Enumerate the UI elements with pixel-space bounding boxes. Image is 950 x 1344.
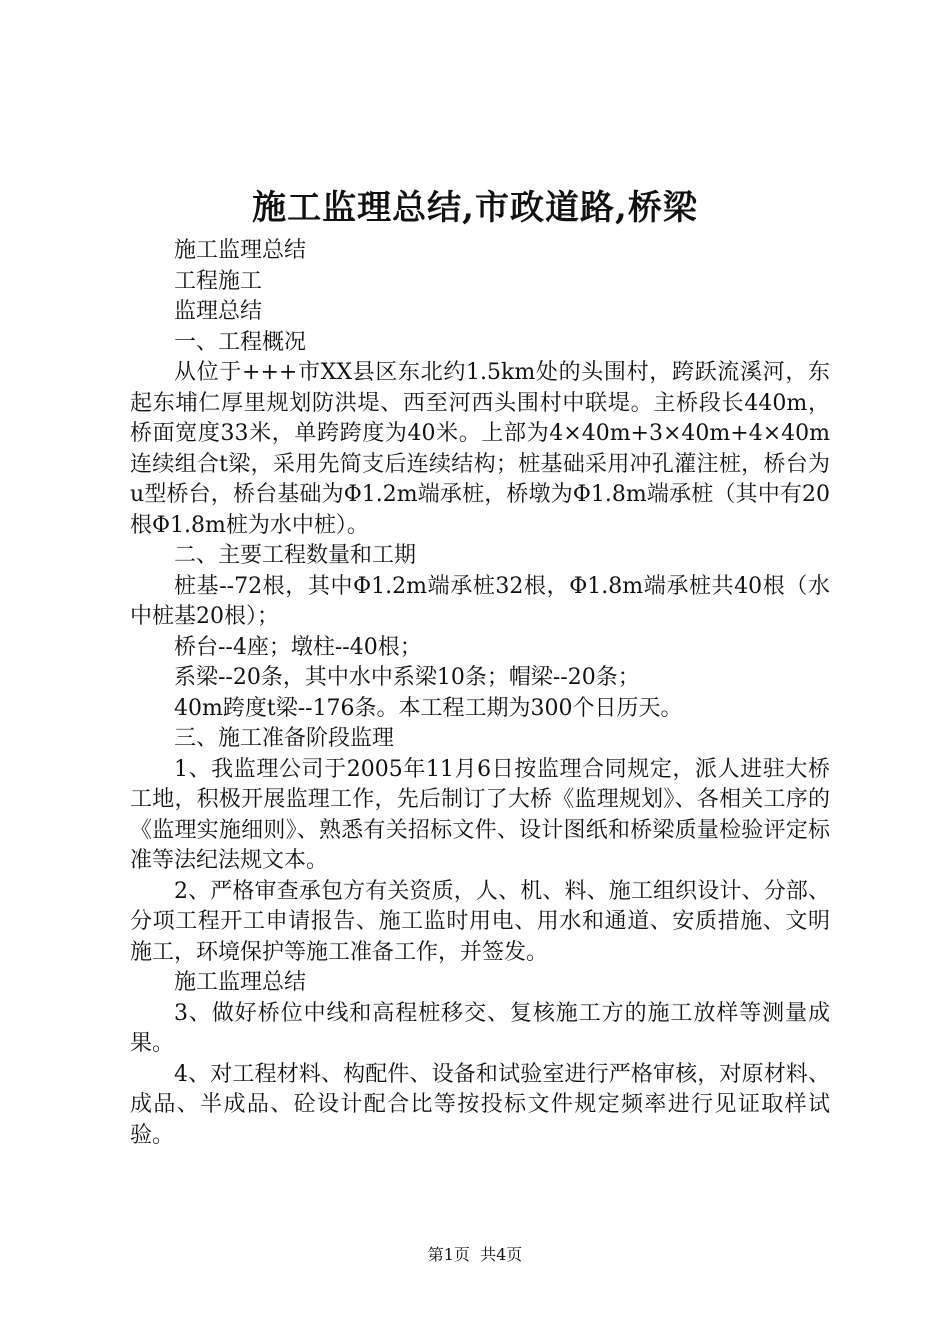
paragraph: 系梁--20条，其中水中系梁10条；帽梁--20条；	[174, 665, 640, 690]
page-number: 第1页 共4页	[427, 1245, 523, 1264]
paragraph: 桥台--4座；墩柱--40根；	[174, 634, 422, 660]
section-heading: 三、施工准备阶段监理	[174, 726, 395, 751]
paragraph: 从位于+++市XX县区东北约1.5km处的头围村，跨跃流溪河，东起东埔仁厚里规划防洪堤、西至河西头围村中联堤。主桥段长440m，桥面宽度33米，单跨跨度为40米。上部为4×40m+3×40m+4×40m连续组合t梁，采用先简支后连续结构；桩基础采用冲孔灌注桩，桥台为u型桥台，桥台基础为Φ1.2m端承桩，桥墩为Φ1.8m端承桩（其中有20根Φ1.8m桩为水中桩）。	[130, 360, 830, 538]
paragraph: 工程施工	[174, 268, 263, 294]
paragraph: 40m跨度t梁--176条。本工程工期为300个日历天。	[174, 695, 683, 721]
paragraph: 施工监理总结	[174, 970, 307, 995]
document-body	[130, 236, 830, 1151]
paragraph: 桩基--72根，其中Φ1.2m端承桩32根，Φ1.8m端承桩共40根（水中桩基20根）；	[130, 573, 830, 629]
paragraph: 2、严格审查承包方有关资质，人、机、料、施工组织设计、分部、分项工程开工申请报告、施工监时用电、用水和通道、安质措施、文明施工，环境保护等施工准备工作，并签发。	[130, 878, 830, 965]
section-heading: 一、工程概况	[174, 329, 307, 355]
document-title: 施工监理总结,市政道路,桥梁	[252, 188, 698, 228]
paragraph: 4、对工程材料、构配件、设备和试验室进行严格审核，对原材料、成品、半成品、砼设计配合比等按投标文件规定频率进行见证取样试验。	[130, 1061, 830, 1148]
paragraph: 1、我监理公司于2005年11月6日按监理合同规定，派人进驻大桥工地，积极开展监理工作，先后制订了大桥《监理规划》、各相关工序的《监理实施细则》、熟悉有关招标文件、设计图纸和桥梁质量检验评定标准等法纪法规文本。	[130, 756, 830, 873]
paragraph: 施工监理总结	[174, 238, 307, 263]
paragraph: 3、做好桥位中线和高程桩移交、复核施工方的施工放样等测量成果。	[130, 1000, 830, 1056]
page-footer	[0, 1243, 950, 1267]
paragraph: 监理总结	[174, 299, 263, 324]
section-heading: 二、主要工程数量和工期	[174, 543, 417, 568]
